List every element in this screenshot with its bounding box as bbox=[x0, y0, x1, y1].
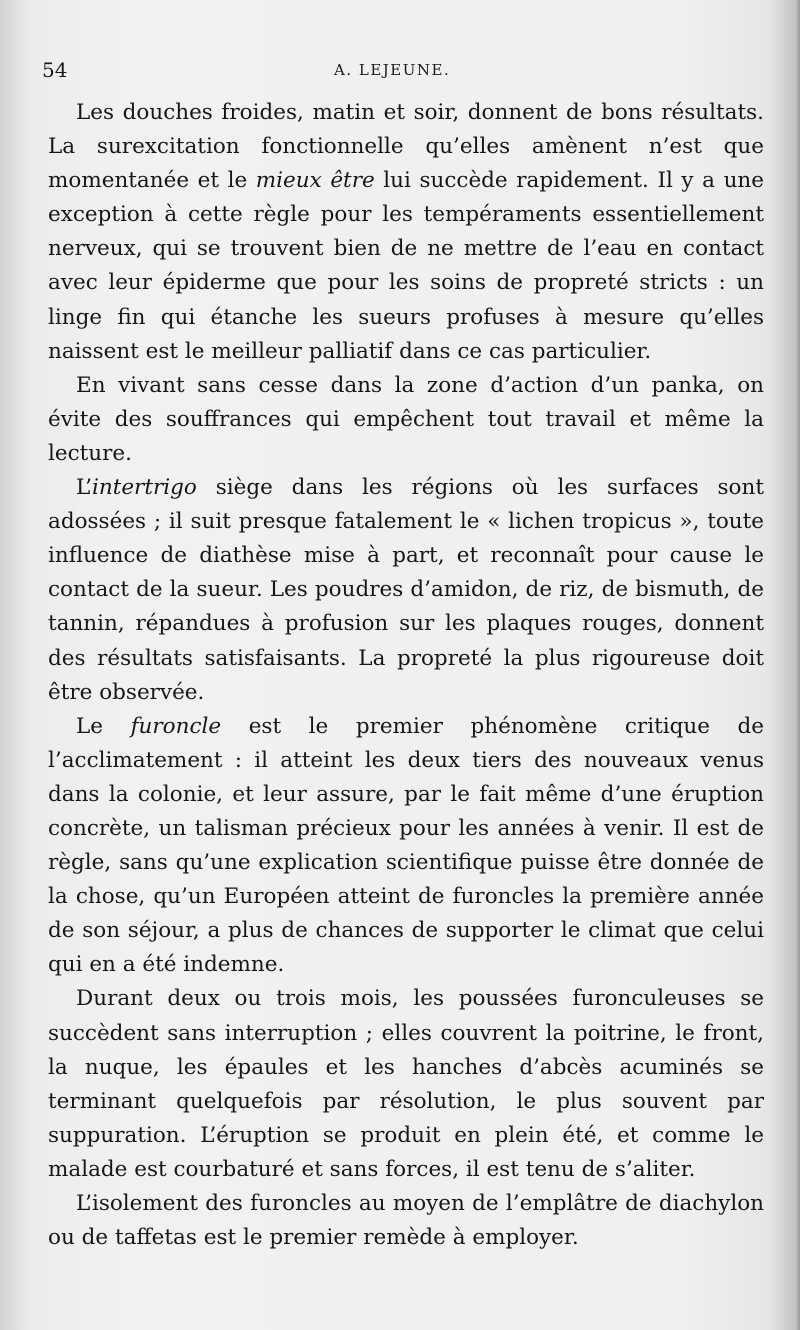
running-head: A. LEJEUNE. bbox=[334, 61, 451, 79]
body-text bbox=[48, 96, 764, 1255]
paragraph-douches: Les douches froides, matin et soir, donnent de bons résultats. La surexcitation fonctionnelle qu’elles amènent n’est que momentanée et le mieux être lui succède rapidement. Il y a une exception à cette règle pour les tempéraments essentiellement nerveux, qui se trouvent bien de ne mettre de l’eau en contact avec leur épiderme que pour les soins de propreté stricts : un linge fin qui étanche les sueurs profuses à mesure qu’elles naissent est le meilleur palliatif dans ce cas particulier. bbox=[48, 100, 764, 364]
page-number: 54 bbox=[42, 58, 68, 82]
italic-term: furoncle bbox=[130, 713, 222, 739]
paragraph-intertrigo: L’intertrigo siège dans les régions où les surfaces sont adossées ; il suit presque fatalement le « lichen tropicus », toute influence de diathèse mise à part, et reconnaît pour cause le contact de la sueur. Les poudres d’amidon, de riz, de bismuth, de tannin, répandues à profusion sur les plaques rouges, donnent des résultats satisfaisants. La propreté la plus rigoureuse doit être observée. bbox=[48, 475, 764, 705]
italic-term: mieux être bbox=[255, 168, 375, 194]
paragraph-isolement: L’isolement des furoncles au moyen de l’emplâtre de diachylon ou de taffetas est le premier remède à employer. bbox=[48, 1191, 764, 1251]
page-edge-shadow bbox=[794, 0, 800, 1330]
paragraph-panka: En vivant sans cesse dans la zone d’action d’un panka, on évite des souffrances qui empêchent tout travail et même la lecture. bbox=[48, 372, 764, 466]
paragraph-poussees: Durant deux ou trois mois, les poussées furonculeuses se succèdent sans interruption ; elles couvrent la poitrine, le front, la nuque, les épaules et les hanches d’abcès acuminés se terminant quelquefois par résolution, le plus souvent par suppuration. L’éruption se produit en plein été, et comme le malade est courbaturé et sans forces, il est tenu de s’aliter. bbox=[48, 986, 764, 1182]
italic-term: intertrigo bbox=[91, 475, 197, 501]
paragraph-furoncle: Le furoncle est le premier phénomène critique de l’acclimatement : il atteint les deux tiers des nouveaux venus dans la colonie, et leur assure, par le fait même d’une éruption concrète, un talisman précieux pour les années à venir. Il est de règle, sans qu’une explication scientifique puisse être donnée de la chose, qu’un Européen atteint de furoncles la première année de son séjour, a plus de chances de supporter le climat que celui qui en a été indemne. bbox=[48, 713, 764, 978]
page-header bbox=[42, 58, 762, 86]
